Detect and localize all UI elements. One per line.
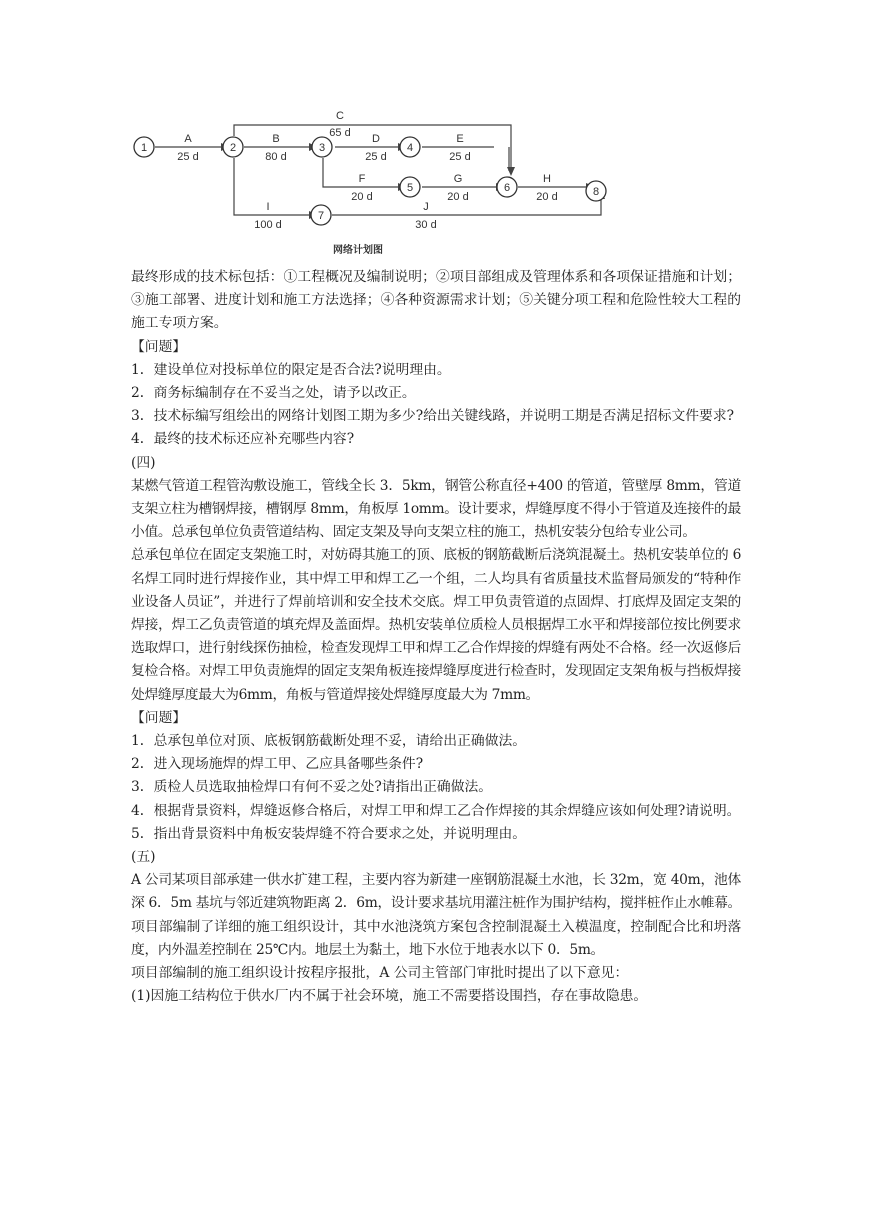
network-plan-diagram [126,105,626,265]
section-heading-questions: 【问题】 [131,338,187,355]
activity-b-name: B [272,133,280,145]
activity-d-duration: 25 d [365,151,387,163]
activity-e-name: E [456,133,464,145]
section-heading-questions: 【问题】 [131,709,187,726]
activity-i-name: I [266,201,270,213]
case-heading: (五) [131,849,156,866]
activity-d-name: D [372,133,380,145]
question-item: 2．商务标编制存在不妥当之处，请予以改正。 [131,385,416,402]
node-8: 8 [592,186,600,198]
activity-g-duration: 20 d [447,191,469,203]
activity-c-name: C [336,110,344,122]
activity-f-duration: 20 d [351,191,373,203]
node-2: 2 [229,142,237,154]
activity-c-duration: 65 d [329,127,351,139]
question-item: 2．进入现场施焊的焊工甲、乙应具备哪些条件? [131,756,424,773]
node-4: 4 [406,142,414,154]
node-3: 3 [318,142,326,154]
question-item: 4．根据背景资料，焊缝返修合格后，对焊工甲和焊工乙合作焊接的其余焊缝应该如何处理?请说明。 [131,802,741,819]
node-7: 7 [317,210,325,222]
activity-j-duration: 30 d [415,219,437,231]
case-paragraph: 总承包单位在固定支架施工时，对妨碍其施工的顶、底板的钢筋截断后浇筑混凝土。热机安装单位的 6 名焊工同时进行焊接作业，其中焊工甲和焊工乙一个组，二人均具有省质量技术监督局颁发的“特种作业设备人员证”，并进行了焊前培训和安全技术交底。焊工甲负责管道的点固焊、打底焊及固定支架的焊接，焊工乙负责管道的填充焊及盖面焊。热机安装单位质检人员根据焊工水平和焊接部位按比例要求选取焊口，进行射线探伤抽检，检查发现焊工甲和焊工乙合作焊接的焊缝有两处不合格。经一次返修后复检合格。对焊工甲负责施焊的固定支架角板连接焊缝厚度进行检查时，发现固定支架角板与挡板焊接处焊缝厚度最大为6mm，角板与管道焊接处焊缝厚度最大为 7mm。 [131,547,741,703]
diagram-caption: 网络计划图 [333,245,383,256]
activity-b-duration: 80 d [265,151,287,163]
case-paragraph: A 公司某项目部承建一供水扩建工程，主要内容为新建一座钢筋混凝土水池，长 32m，宽 40m，池体深 6．5m 基坑与邻近建筑物距离 2．6m，设计要求基坑用灌注桩作为围护结构，搅拌桩作止水帷幕。项目部编制了详细的施工组织设计，其中水池浇筑方案包含控制混凝土入模温度，控制配合比和坍落度，内外温差控制在 25℃内。地层土为黏土，地下水位于地表水以下 0．5m。 [131,872,741,958]
question-item: 1．建设单位对投标单位的限定是否合法?说明理由。 [131,361,451,378]
activity-a-name: A [184,133,192,145]
activity-g-name: G [453,173,463,185]
question-item: 3．技术标编写组绘出的网络计划图工期为多少?给出关键线路，并说明工期是否满足招标文件要求? [131,408,735,425]
activity-a-duration: 25 d [177,151,199,163]
technical-bid-contents: 最终形成的技术标包括：①工程概况及编制说明；②项目部组成及管理体系和各项保证措施和计划；③施工部署、进度计划和施工方法选择；④各种资源需求计划；⑤关键分项工程和危险性较大工程的施工专项方案。 [131,269,741,332]
question-item: 3．质检人员选取抽检焊口有何不妥之处?请指出正确做法。 [131,779,493,796]
network-diagram-svg [126,105,626,265]
node-5: 5 [406,182,414,194]
question-item: 4．最终的技术标还应补充哪些内容? [131,431,355,448]
question-item: 1．总承包单位对顶、底板钢筋截断处理不妥，请给出正确做法。 [131,733,527,750]
case-paragraph: 项目部编制的施工组织设计按程序报批，A 公司主管部门审批时提出了以下意见： [131,965,629,982]
document-body [131,266,741,1009]
case-paragraph: (1)因施工结构位于供水厂内不属于社会环境，施工不需要搭设围挡，存在事故隐患。 [131,988,648,1005]
node-6: 6 [503,182,511,194]
question-item: 5．指出背景资料中角板安装焊缝不符合要求之处，并说明理由。 [131,825,527,842]
activity-i-duration: 100 d [254,219,282,231]
case-heading: (四) [131,454,156,471]
activity-h-duration: 20 d [536,191,558,203]
case-paragraph: 某燃气管道工程管沟敷设施工，管线全长 3．5km，钢管公称直径+400 的管道，管壁厚 8mm，管道支架立柱为槽钢焊接，槽钢厚 8mm，角板厚 1omm。设计要求，焊缝厚度不得小于管道及连接件的最小值。总承包单位负责管道结构、固定支架及导向支架立柱的施工，热机安装分包给专业公司。 [131,477,741,541]
node-1: 1 [140,142,148,154]
activity-e-duration: 25 d [449,151,471,163]
activity-j-name: J [423,201,429,213]
activity-h-name: H [543,173,551,185]
activity-f-name: F [358,173,366,185]
